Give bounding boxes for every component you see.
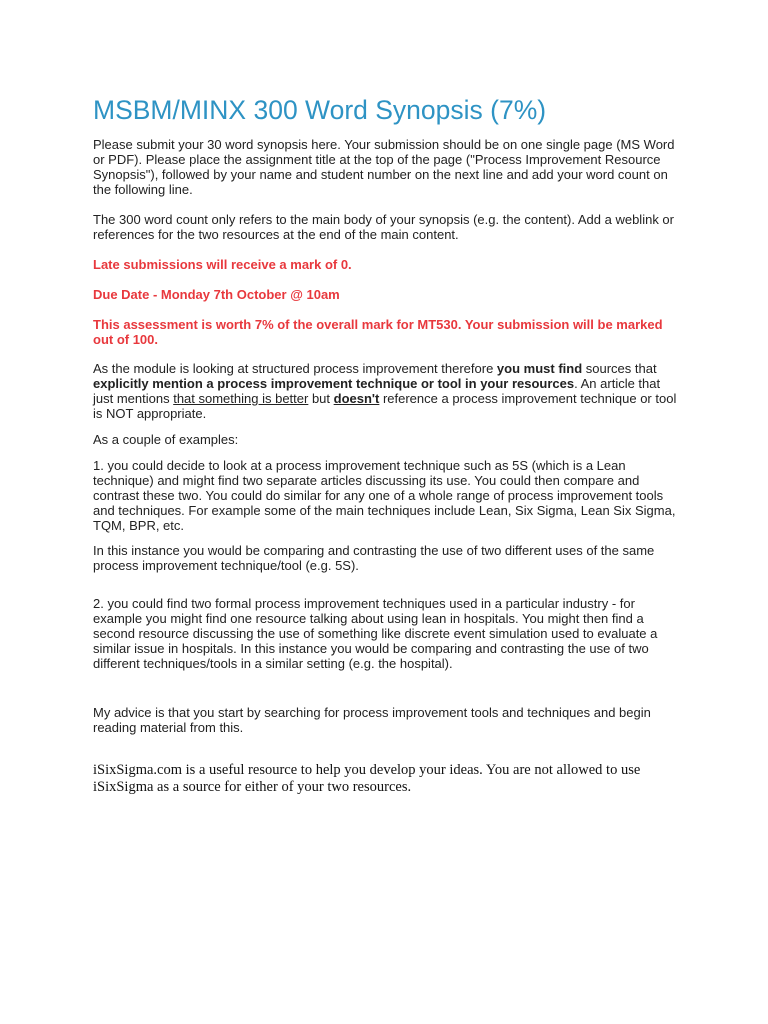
due-date: Due Date - Monday 7th October @ 10am bbox=[93, 287, 340, 302]
something-better-underline: that something is better bbox=[173, 391, 309, 406]
module-paragraph bbox=[93, 361, 683, 421]
module-text-1: As the module is looking at structured process improvement therefore bbox=[93, 361, 497, 376]
module-text-2: sources that bbox=[582, 361, 657, 376]
intro-paragraph: Please submit your 30 word synopsis here. Your submission should be on one single page (MS Word or PDF). Please place the assignment title at the top of the page ("Process Improvement Resource Synopsis"), followed by your name and student number on the next line and add your word count on the following line. bbox=[93, 137, 675, 197]
document-body bbox=[93, 137, 683, 796]
advice-paragraph: My advice is that you start by searching for process improvement tools and techniques and begin reading material from this. bbox=[93, 705, 651, 735]
worth-notice: This assessment is worth 7% of the overall mark for MT530. Your submission will be marked out of 100. bbox=[93, 317, 663, 347]
late-notice: Late submissions will receive a mark of 0. bbox=[93, 257, 352, 272]
module-text-4: but bbox=[308, 391, 334, 406]
isixsigma-note: iSixSigma.com is a useful resource to help you develop your ideas. You are not allowed to use iSixSigma as a source for either of your two resources. bbox=[93, 762, 641, 795]
page-title: MSBM/MINX 300 Word Synopsis (7%) bbox=[93, 95, 547, 125]
examples-intro: As a couple of examples: bbox=[93, 432, 239, 447]
example-2: 2. you could find two formal process improvement techniques used in a particular industry - for example you might find one resource talking about using lean in hospitals. You might then find a second resource discussing the use of something like discrete event simulation used to evaluate a similar issue in hospitals. In this instance you would be comparing and contrasting the use of two different techniques/tools in a similar setting (e.g. the hospital). bbox=[93, 596, 658, 671]
word-count-note: The 300 word count only refers to the main body of your synopsis (e.g. the content). Add a weblink or references for the two resources at the end of the main content. bbox=[93, 212, 674, 242]
example-1: 1. you could decide to look at a process improvement technique such as 5S (which is a Lean technique) and might find two separate articles discussing its use. You could then compare and contrast these two. You could do similar for any one of a whole range of process improvement tools and techniques. For example some of the main techniques include Lean, Six Sigma, Lean Six Sigma, TQM, BPR, etc. bbox=[93, 458, 676, 533]
explicit-mention-emphasis: explicitly mention a process improvement technique or tool in your resources bbox=[93, 376, 575, 391]
must-find-emphasis: you must find bbox=[496, 361, 583, 376]
example-1-note: In this instance you would be comparing and contrasting the use of two different uses of the same process improvement technique/tool (e.g. 5S). bbox=[93, 543, 655, 573]
doesnt-emphasis: doesn't bbox=[333, 391, 380, 406]
module-text-5: reference a process improvement technique or tool is NOT appropriate. bbox=[93, 391, 677, 421]
module-text-3: . An article that just mentions bbox=[93, 376, 661, 406]
